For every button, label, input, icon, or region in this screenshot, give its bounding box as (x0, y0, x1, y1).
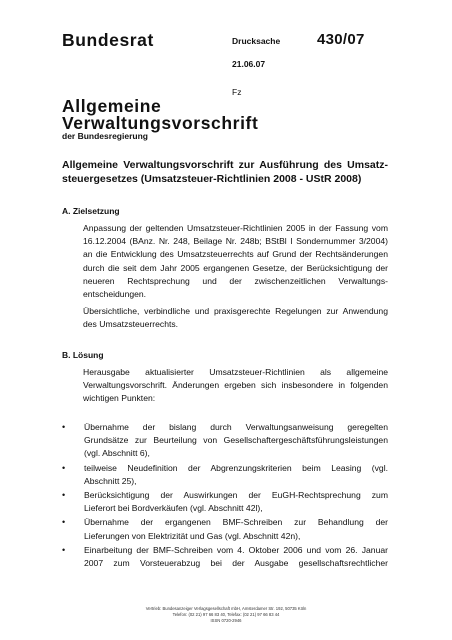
text-line: Grundsätze zur Beurteilung von Gesellschaftergeschäftsführungsleistungen (84, 435, 388, 446)
section-b-paragraph-1 (83, 366, 388, 406)
drucksache-label: Drucksache (232, 36, 281, 46)
drucksache-number: 430/07 (317, 31, 365, 48)
list-item (62, 421, 388, 461)
text-line: wichtigen Punkten: (83, 393, 156, 404)
text-line: des Umsatzsteuerrechts. (83, 319, 179, 330)
text-line: Übersichtliche, verbindliche und praxisgerechte Regelungen zur Anwendung (83, 306, 388, 316)
document-title-line1: Allgemeine Verwaltungsvorschrift zur Ausführung des Umsatz- (62, 159, 388, 171)
bullet-icon: • (62, 462, 66, 473)
text-line: durch die seit dem Jahr 2005 ergangenen Gesetze, der Berücksichtigung der (83, 262, 388, 273)
text-line: Einarbeitung der BMF-Schreiben vom 4. Oktober 2006 und vom 26. Januar (84, 544, 388, 555)
text-line: entscheidungen. (83, 288, 147, 299)
text-line: 2007 zum Vorsteuerabzug bei der Ausgabe gesellschaftsrechtlicher (84, 558, 388, 569)
bullet-icon: • (62, 544, 66, 555)
text-line: Lieferort bei Bordverkäufen (vgl. Abschnitt 42l), (84, 503, 263, 514)
section-a-heading: A. Zielsetzung (62, 206, 120, 216)
section-a-paragraph-1 (83, 222, 388, 301)
text-line: Anpassung der geltenden Umsatzsteuer-Richtlinien 2005 in der Fassung vom (83, 223, 388, 233)
text-line: teilweise Neudefinition der Abgrenzungskriterien beim Leasing (vgl. (84, 462, 388, 473)
list-item (62, 489, 388, 515)
text-line: Verwaltungsvorschrift. Änderungen ergeben sich insbesondere in folgenden (83, 380, 388, 391)
publisher-footer (0, 606, 452, 624)
footer-line-2: Telefon: (02 21) 97 66 83 40, Telefax: (02 21) 97 66 83 44 (172, 612, 280, 617)
document-type-line2: Verwaltungsvorschrift (62, 113, 259, 133)
document-issuer: der Bundesregierung (62, 131, 148, 141)
text-line: Berücksichtigung der Auswirkungen der EuGH-Rechtsprechung zum (84, 490, 388, 501)
text-line: Übernahme der bislang durch Verwaltungsanweisung geregelten (84, 422, 388, 432)
text-line: Übernahme der ergangenen BMF-Schreiben zur Behandlung der (84, 517, 388, 528)
text-line: an die Entwicklung des Umsatzsteuerrechts auf Grund der Rechtsänderungen (83, 249, 388, 260)
bullet-icon: • (62, 517, 66, 528)
section-b-heading: B. Lösung (62, 350, 104, 360)
list-item (62, 544, 388, 570)
list-item (62, 462, 388, 488)
document-date: 21.06.07 (232, 59, 266, 69)
bullet-icon: • (62, 422, 66, 432)
text-line: Abschnitt 25), (84, 475, 137, 486)
text-line: 16.12.2004 (BAnz. Nr. 248, Beilage Nr. 248b; BStBl I Sondernummer 3/2004) (83, 236, 388, 247)
text-line: (vgl. Abschnitt 6), (84, 448, 150, 459)
bullet-list (62, 421, 388, 571)
text-line: neueren Rechtsprechung und der zwischenzeitlichen Verwaltungs- (83, 275, 388, 286)
document-type-line1: Allgemeine (62, 96, 162, 116)
document-title (62, 159, 388, 186)
footer-line-1: Vertrieb: Bundesanzeiger Verlagsgesellschaft mbH, Amsterdamer Str. 192, 50735 Köln (145, 606, 307, 611)
list-item (62, 516, 388, 542)
section-a-paragraph-2 (83, 305, 388, 331)
text-line: Lieferungen von Elektrizität und Gas (vgl. Abschnitt 42n), (84, 530, 301, 541)
footer-issn: ISSN 0720-2946 (210, 618, 242, 623)
document-title-line2: steuergesetzes (Umsatzsteuer-Richtlinien 2008 - UStR 2008) (62, 172, 362, 185)
text-line: Herausgabe aktualisierter Umsatzsteuer-Richtlinien als allgemeine (83, 367, 388, 377)
institution-name: Bundesrat (62, 30, 154, 50)
bullet-icon: • (62, 490, 66, 501)
department-code: Fz (232, 87, 242, 97)
